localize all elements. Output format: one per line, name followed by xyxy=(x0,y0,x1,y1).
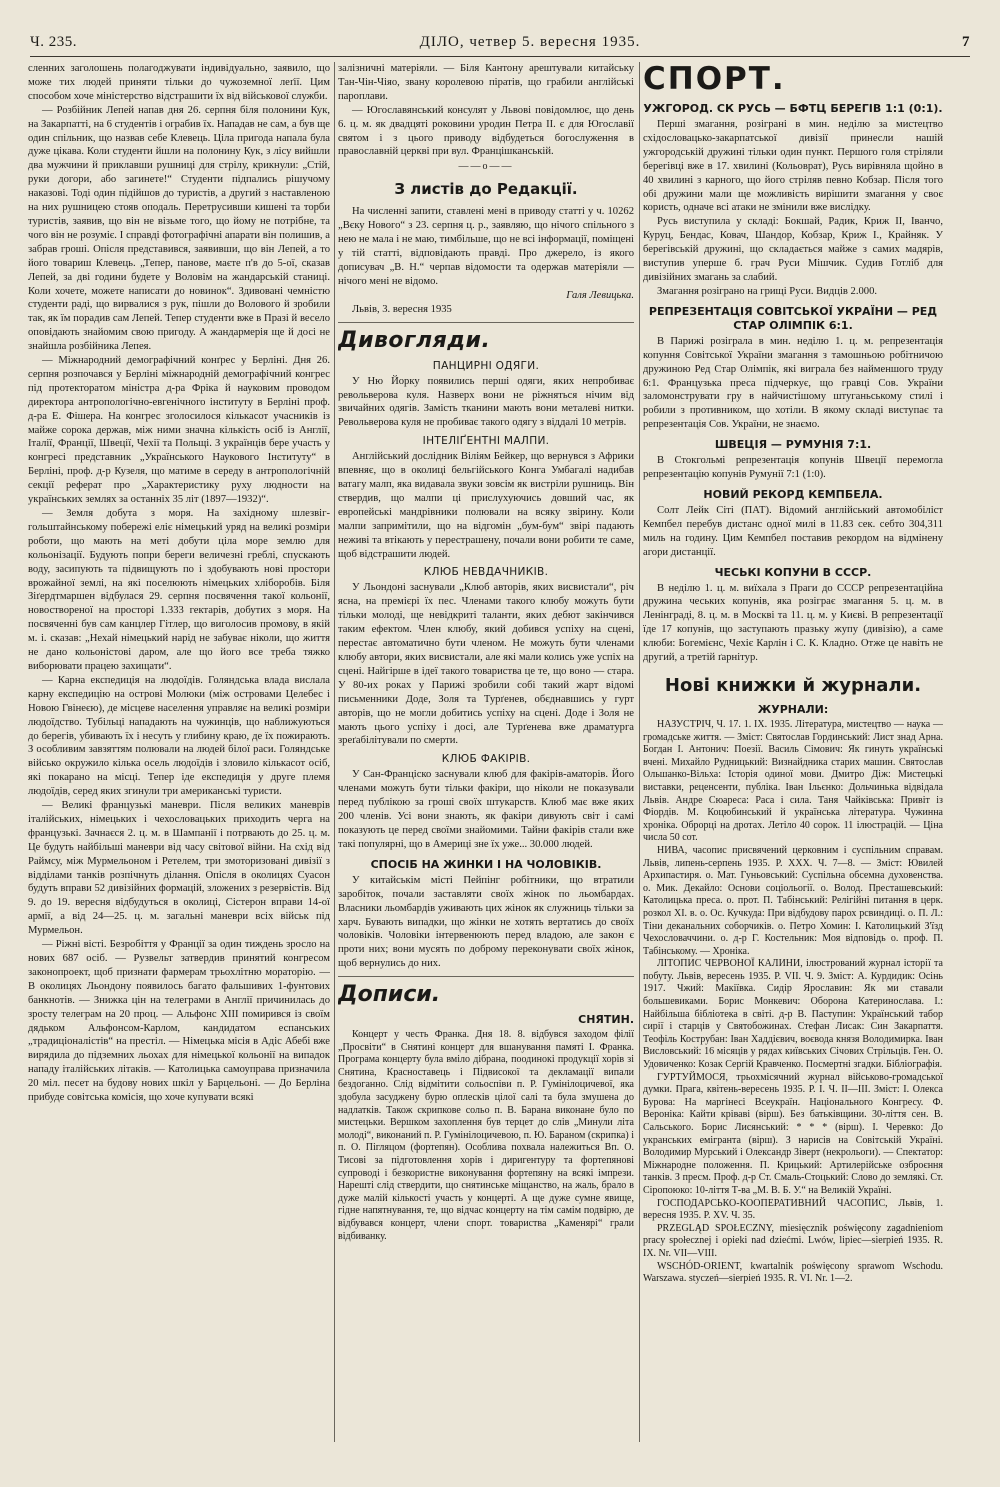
article-paragraph: — Ріжні вісті. Безробіття у Франції за один тиждень зросло на нових 687 осіб. — Рузвельт затвердив принятий конгресом законопроект, щоб признати фармерам трьохлітню мораторію. — В околицях Льондону появилось багато фальшивих 1-фунтових банкнотів. — Знижка цін на телеграми в Англії причинилась до зросту телеграм на 20 проц. — Альфонс XIII помирився із своїм дядьком Альфонсом-Карлом, кандидатом еспанських „традиціоналістів“ на престіл. — Німецька місія в Адіс Абебі вже вирядила до підземних льохах для німецької кольонії на випадок нападу італійських літаків. — Католицька самоуправа призначила 20 міл. песет на будову нових шкіл у Барцельоні. — До Берліна прибуде совітська комісія, що хоче купувати всякі xyxy=(28,939,330,1104)
section-title: З листів до Редакції. xyxy=(394,180,578,199)
subheading: УЖГОРОД. СК РУСЬ — БФТЦ БЕРЕГІВ 1:1 (0:1). xyxy=(643,102,943,115)
journal-entry: НИВА, часопис присвячений церковним і суспільним справам. Львів, липень-серпень 1935. Р. XXX. Ч. 7—8. — Зміст: Ювилей Архипастиря. о. Мат. Гуньовський: Суспільна обсемна духовенства. о. Мик. Декайло: Основи соціольогії. о. Волод. Престашевський: Католицька преса. о. прот. П. Табінський: Релігійні питання в церк. розкол XI. в. о. Ос. Кучкуда: При відбудову парох рсвиндиці. о. П. Л.: Тіни деканальних соборчиків. о. Петро Хомин: I. Католицький З'їзд Чехословаччини. о. д-р Г. Костельник: Моя відповідь о. проф. П. Табінському. — Хроніка. xyxy=(643,844,943,957)
column-middle xyxy=(338,62,634,1462)
masthead-line: ДІЛО, четвер 5. вересня 1935. xyxy=(419,33,641,50)
journal-entry: ГОСПОДАРСЬКО-КООПЕРАТИВНИЙ ЧАСОПИС, Львів, 1. вересня 1935. Р. XV. Ч. 35. xyxy=(643,1197,943,1222)
section-title: СПОРТ. xyxy=(643,62,786,97)
article-paragraph: — Великі французькі маневри. Після великих маневрів італійських, німецьких і чехословацьких приходить черга на французькі. Зачнаєся 2. ц. м. в Шампанії і потрвають до 25. ц. м. Це будуть найбільші маневри від часу світової війни. На схід від Раймсу, між Мурмельоном і Ретелем, три змоторизовані дивізії з відділами танків розпічнуть ділання. Опісля в околицях Суасон будуть вправи 52 дивізійних формацій, зложених з резервістів. Від 9. до 19. вересня відбудуться в околиці, Сістерон вправи 14-ої армії, а від 24—25. ц. м. загальні маневри всіх військ під Мурмельон. xyxy=(28,800,330,937)
article-paragraph: В Парижі розіграла в мин. неділю 1. ц. м. репрезентація копуння Совітської України змагання з тамошньою робітничою дружиною Ред Стар Олімпік, які виграла без найменшого труду 6:1. Французька преса підчеркує, що гравці Сов. України заломонструвати гру в найчистішому штуганьському стилі і робили з противником, що хотіли. В якому складі виступає та репрезентація Сов. України, не знаємо. xyxy=(643,335,943,431)
article-paragraph: — Карна експедиція на людоїдів. Голяндська влада вислала карну експедицію на острові Молюки (між островами Целебес і Новою Гвінеєю), де місцеве населення управляє на великі розміри людоїдство. Тубільці нападають на чужинців, що наближуються до берегів, убивають їх і несуть у глибину краю, де їх пожирають. З особливим завзяттям полювали на людей білої раси. Голяндське військо окружило кілька осель людоїдів і зловило кількасот осіб, які покарано на місці. Тепер іде експедиція у друге племя людоїдів, серед яких згинули три американські туристи. xyxy=(28,674,330,798)
subheading: ПАНЦИРНІ ОДЯГИ. xyxy=(432,359,540,372)
journal-entry: НАЗУСТРІЧ, Ч. 17. 1. IX. 1935. Література, мистецтво — наука — громадське життя. — Зміст: Святослав Гординський: Лист знад Арна. Богдан І. Антонич: Поезії. Василь Сімович: Як гинуть українські вчені. Михайло Рудницький: Визнайдника старих машин. Святослав Ольшанко-Вільха: Історія одиної мови. Дмитро Діж: Мистецькі виставки, реценсенти, публіка. Іван Ільєнко: Дольчинька відвідала Львів. Андре Сюареса: Раса і сила. Таня Чайківська: Привіт із Фіордів. М. Коцюбинський й українська література. Чужинна хроніка. Оброрці на дротах. Летіло 40 сорок. 11 ілюстрацій. — Ціна числа 50 сот. xyxy=(643,719,943,844)
place-heading: СНЯТИН. xyxy=(578,1013,634,1027)
journal-entry: ГУРТУЙМОСЯ, трьохмісячний журнал військово-громадської думки. Прага, квітень-вересень 1935. Р. І. Ч. II—III. Зміст: І. Олекса Бурова: На маргінесі Всеукраїн. Національного Конгресу. Ф. Вероніка: Кайти кріваві (вірш). Без батьківщини. 30-ліття сен. В. Сальського. Борис Лисянський: * * * (вірш). І. Черевко: До укранських емігранта (вірш). З нарисів на Совітській Україні. Володимир Мурський і Олександр Зіверт (некрольоги). — Спектатор: Міжнародне положення. П. Крицький: Артилерійське озброєння танків. З пресм. Проф. д-р Ст. Смаль-Стоцький: Слово до землякі. Ст. Сіропоюко: 10-ліття Т-ва „М. В. Б. У.“ на Великій Україні. xyxy=(643,1071,943,1196)
article-paragraph: На численні запити, ставлені мені в приводу статті у ч. 10262 „Вєку Нового“ з 23. серпня ц. р., заявляю, що нічого спільного з нею не мала і не маю, тимбільше, що не всі інформації, поміщені у тій статті, відповідають правді. Про джерело, із якого дописувач „В. Н.“ черпав відомости та одержав матеріяли — нічого мені не відомо. xyxy=(338,206,634,287)
dateline: Львів, 3. вересня 1935 xyxy=(352,303,452,315)
article-paragraph: Русь виступила у складі: Бокшай, Радик, Криж II, Іванчо, Куруц, Бендас, Ковач, Шандор, Кобзар, Криж I., Крайняк. У берегівській дружині, що складається майже з самих мадярів, виступив уперше б. грач Руси Мішчик. Судив Готліб для дивізійних змагань за слабий. xyxy=(643,216,943,283)
issue-number: Ч. 235. xyxy=(30,33,77,50)
signature: Галя Левицька. xyxy=(566,289,634,301)
subheading: КЛЮБ НЕВДАЧНИКІВ. xyxy=(423,566,549,579)
article-paragraph: Концерт у честь Франка. Дня 18. 8. відбувся заходом філії „Просвіти“ в Снятині концерт для вшанування памяті І. Франка. Програма концерту була вміло дібрана, поодинокі продукції хорів зі Снятина, Красноставець і Підвисокої та декламації випали бездоганно. Слід відмітити сольоспіви п. Р. Гумінілоцичевої, яка здобула засуджену бурю оплесків цілої салі та була змушена до надлатків. Також скрипкове сольо п. В. Барана виконане було по мистецьки. Вершком захоплення був терцет до слів „Минули літа молоді“, виконаний п. Р. Гумінілоцичевою, п. Ю. Бараном (скрипка) і п. О. Пігляцом (фортепян). Особлива похвала належиться Вп. О. Тисові за підготовлення хорів і диригентуру та фортепянові супроводі і безкористне виконування фортепяну на всякі імпрези. Нарешті слід ствердити, що снятинське міщанство, на жаль, брало в дуже малій кількості участь у концерті. А ще дуже сумне явище, гідне напятнування, те, що відчас концерту на тім самім подвірю, де відбувався концерт, члени спорт. товариства „Каменярі“ грали відбиванку. xyxy=(338,1029,634,1242)
journal-entry: ЛІТОПИС ЧЕРВОНОЇ КАЛИНИ, ілюстрований журнал історії та побуту. Львів, вересень 1935. Р. VII. Ч. 9. Зміст: А. Курдидик: Осінь 1917. Чжий: Макіївка. Сидір Ярославин: Як ми ставали большевиками. Борис Монкевич: Оборона Катеринослава. І.: Найбільша бібліотека в світі. д-р В. Паступин: Український табор сирії і старців у Святобожинах. Стефан Лисак: Син Закарпаття. Теофіль Кострубан: Іван Хаддієвич, воєвода князя Володимирка. Іван Висловський: 16 місяців у рядах київських Січових Стрільців. Ген. О. Удовиченко: Козак Сергій Кравченко. Посмертні згадки. Бібліографія. xyxy=(643,958,943,1071)
journal-entry: WSCHÓD-ORIENT, kwartalnik poświęcony sprawom Wschodu. Warszawa. styczeń—sierpień 1935. R. VI. Nr. 1—2. xyxy=(643,1260,943,1285)
subheading: ШВЕЦІЯ — РУМУНІЯ 7:1. xyxy=(714,438,872,452)
section-title: Дописи. xyxy=(338,982,441,1008)
article-paragraph: В Стокгольмі репрезентація копунів Швеції перемогла репрезентацію копунів Румунії 7:1 (1:0). xyxy=(643,455,943,481)
page-number: 7 xyxy=(962,33,970,50)
subheading: КЛЮБ ФАКІРІВ. xyxy=(441,753,531,766)
article-paragraph: залізничні матеріяли. — Біля Кантону арештували китайську Тан-Чін-Чіяо, звану королевою піратів, що грабили англійські пароплави. xyxy=(338,63,634,102)
section-title: Дивогляди. xyxy=(338,327,491,353)
subheading: СПОСІБ НА ЖИНКИ І НА ЧОЛОВІКІВ. xyxy=(370,857,602,871)
article-paragraph: Англійський дослідник Віліям Бейкер, що вернувся з Африки впевняє, що в околиці бельгійського Конга Умбагалі надибав ватагу малп, яка видавала звуки зовсім як вистріли рушниць. Він ствердив, що малпи ці прислухуючись довший час, як европейські мандрівники полювали на всяку звірину. Коли малпи запримітили, що на відгомін „бум-бум“ звірі падають неживі та втікають у перестрашену, почали вони робити те саме, щоб відстрашити людей. xyxy=(338,451,634,560)
column-rule xyxy=(639,62,640,1442)
article-paragraph: сленних заголошень полагоджувати індивідуально, заявило, що може тих людей приняти тільки до чужоземної леґії. Цим способом хоче міністерство відстрашити їх від військової служби. xyxy=(28,63,330,102)
subheading: ЧЕСЬКІ КОПУНИ В СССР. xyxy=(714,565,872,579)
subheading: ІНТЕЛІҐЕНТНІ МАЛПИ. xyxy=(422,435,550,448)
journal-entry: PRZEGLĄD SPOŁECZNY, miesięcznik poświęcony zagadnieniom pracy społecznej i opieki nad dziećmi. Lwów, lipiec—sierpień 1935. R. IX. Nr. VII—VIII. xyxy=(643,1222,943,1259)
article-paragraph: Перші змагання, розіграні в мин. неділю за мистецтво східословацько-закарпатської дивізії принесли нашій ужгородській дружині тільки один пункт. Першого голя стріляли берегівці вже в 17. хвилині (Кольоврат), Русь вирівняла щойно в 40 хвилині з карного, що його стріляв певно Кобзар. Після того обі дружини мали ще можливість вирішити змагання у своє користь, одначе всі атаки не змінили вже вислідку. xyxy=(643,119,943,214)
article-paragraph: У Льондоні заснували „Клюб авторів, яких висвистали“, річ ясна, на премієрі їх пес. Членами такого клюбу можуть бути тільки молоді, ще невідкриті таланти, яких дебют закінчився таким ефектом. Член клюбу, який добився успіху на сцені, перестає автоматично бути членом. Не можуть бути членами клюбу автори, яких висвистали, але які мали колись уже успіх на сцені. Найгірше в ідеї такого товариства це те, що воно — стара. У 80-их роках у Парижі зробили собі такий жарт відомі письменники Доде, Золя та Турґенев, обєднавшись у гурт авторів, що не могли добитись успіху на сцені. Доде і Золя не мають цього успіху і досі, але Турґенева вже драматурга зреґабілітували по смерти. xyxy=(338,582,634,747)
column-sport xyxy=(643,62,943,1462)
page-header xyxy=(30,28,970,57)
section-title: Нові книжки й журнали. xyxy=(664,675,922,696)
article-paragraph: — Югославянський консулят у Львові повідомлює, що день 6. ц. м. як двадцяті роковини уродин Петра II. є для Югославії святом і з цього приводу відбудеться богослуження в православній церкві при вул. Францішканській. xyxy=(338,104,634,158)
article-paragraph: — Розбійник Лепей напав дня 26. серпня біля полонини Кук, на Закарпатті, на 6 студентів і ограбив їх. Нападав не сам, а був ще один спільник, що назвав себе Клевець. Ціла пригода напала була дуже цікава. Коли студенти йшли на полонину Кук, з лісу вийшли два мужчини й приклавши рушниці для стрілу, крикнули: „Стій, руки догори, або загинете!“ Студенти підпались рішучому наказові. Тоді один підійшов до туристів, а другий з наставленою на них рушницею стояв оподаль. Перетрусивши кишені та торби туристів, заявив, що він не візьме того, що йому не потрібне, та чого він не розуміє. І справді фотографічні апарати він полишив, а забрав гроші. Опісля представився, заявивши, що він Лепей, а то його товариш Клевець. „Тепер, панове, маєте п'в до 5-ої, сказав Лепей, за дві години будете у Воловім на жандарській станиці. Коли хочете, можете написати до новинок“. Здивовані чемністю студенти раді, що вирвалися з рук, пішли до Волового й зробили так, як їм порадив сам Лепей. Тепер студенти вже в Празі й весело оповідають знайомим свою пригоду. А жандармерія ще й досі не знайшла розбійника Лепея. xyxy=(28,104,330,353)
article-paragraph: У китайськім місті Пейпінг робітники, що втратили заробіток, почали заставляти своїх жінок по льомбардах. Власники льомбардів уживають цих жінок як служниць тільки за харч. Бувають випадки, що жінки не хотять вертатись до своїх чоловіків. Чоловіки інтервенюють перед владою, але закон є проти них; вони мусять по доброму переконувати своїх жінок, щоб вернулись до них. xyxy=(338,874,634,970)
article-paragraph: — Міжнародний демографічний конґрес у Берліні. Дня 26. серпня розпочався у Берліні міжнародній демографічний конгрес під протекторатом міністра д-ра Фріка й науковим проводом директора антропологічно-евгенічного інституту в Берліні проф. д-ра Е. Фішера. На конгрес зголосилося кількасот учасників із майже сорока держав, між ними значна кількість осіб із Англії, Італії, Франції, Швеції, Чехії та Польщі. З українців бере участь у конгресі представник „Українського Наукового Інституту“ в Берліні, проф. д-р Кузеля, що матиме в середу в антропологічній секції реферат про „Характеристику руху людности на українських землях за останніх 35 літ (1897—1932)“. xyxy=(28,355,330,506)
article-paragraph: Змагання розіграно на грищі Руси. Видців 2.000. xyxy=(657,285,878,297)
article-paragraph: У Ню Йорку появились перші одяги, яких непробиває револьверова куля. Назверх вони не ріжняться нічим від звичайних одягів. Замість тканини мають вони металеві нитки. Револьверова куля не пробиває такого одягу з віддалі 10 метрів. xyxy=(338,375,634,429)
article-paragraph: Солт Лейк Сіті (ПАТ). Відомий англійський автомобіліст Кемпбел перебув дистанс одної милі в 11.83 сек. себто 304,311 миль на годину. Цим Кемпбел поставив рекордом на відмінену агори дистанції. xyxy=(643,504,943,558)
separator: ——o—— xyxy=(458,161,514,173)
column-rule xyxy=(334,62,335,1442)
subheading: НОВИЙ РЕКОРД КЕМПБЕЛА. xyxy=(703,487,883,501)
article-paragraph: — Земля добута з моря. На західному шлезвіг-гольштайнському побережі еліє німецький уряд на великі розміри роботи, що мають на меті добути ціла море землю для кольонізації. Будують попри береги величезні греблі, спускають воду, засипують та підвищують по і здобувають нові простори врожайної землі, на які поселюють німецьких хліборобів. Біля Зіґердтмаршен відбулася 29. серпня посвячення такої кольонії, новоствореної на просторі 1.333 гектарів, добутих з моря. На посвяченні був сам канцлер Гітлер, що виголосив промову, в якій м. і. сказав: „Нехай німецький нарід не забуває ніколи, що життя не дано кольоністові даром, але що його все треба тяжко виборювати працею захищати“. xyxy=(28,508,330,672)
article-paragraph: У Сан-Франціско заснували клюб для факірів-аматорів. Його членами можуть бути тільки факіри, що ніколи не показували перед публікою за гроші своїх штукарств. Клюб має вже яких 200 членів. Усі вони знають, як факіри дивують світ і самі показують це перед своїми знайомими. Тайни факірів стали вже такі популярні, що в Америці зне їх уже... 30.000 людей. xyxy=(338,769,634,850)
article-paragraph: В неділю 1. ц. м. виїхала з Праги до СССР репрезентаційна дружина чеських копунів, яка розіграє змагання 5. ц. м. в Ленінграді, 8. ц. м. в Москві та 11. ц. м. у Києві. В репрезентації їде 17 копунів, що заступають празьку жупу (дивізію), а саме клюби: Богемієнс, Чехіє Карлін і С. К. Кладно. Отже це навіть не другий, а третій ґарнітур. xyxy=(643,582,943,664)
divider xyxy=(338,976,634,977)
column-news xyxy=(28,62,330,1462)
subheading: РЕПРЕЗЕНТАЦІЯ СОВІТСЬКОЇ УКРАЇНИ — РЕД СТАР ОЛІМПІК 6:1. xyxy=(648,304,938,332)
subheading: ЖУРНАЛИ: xyxy=(757,703,829,716)
divider xyxy=(338,322,634,323)
